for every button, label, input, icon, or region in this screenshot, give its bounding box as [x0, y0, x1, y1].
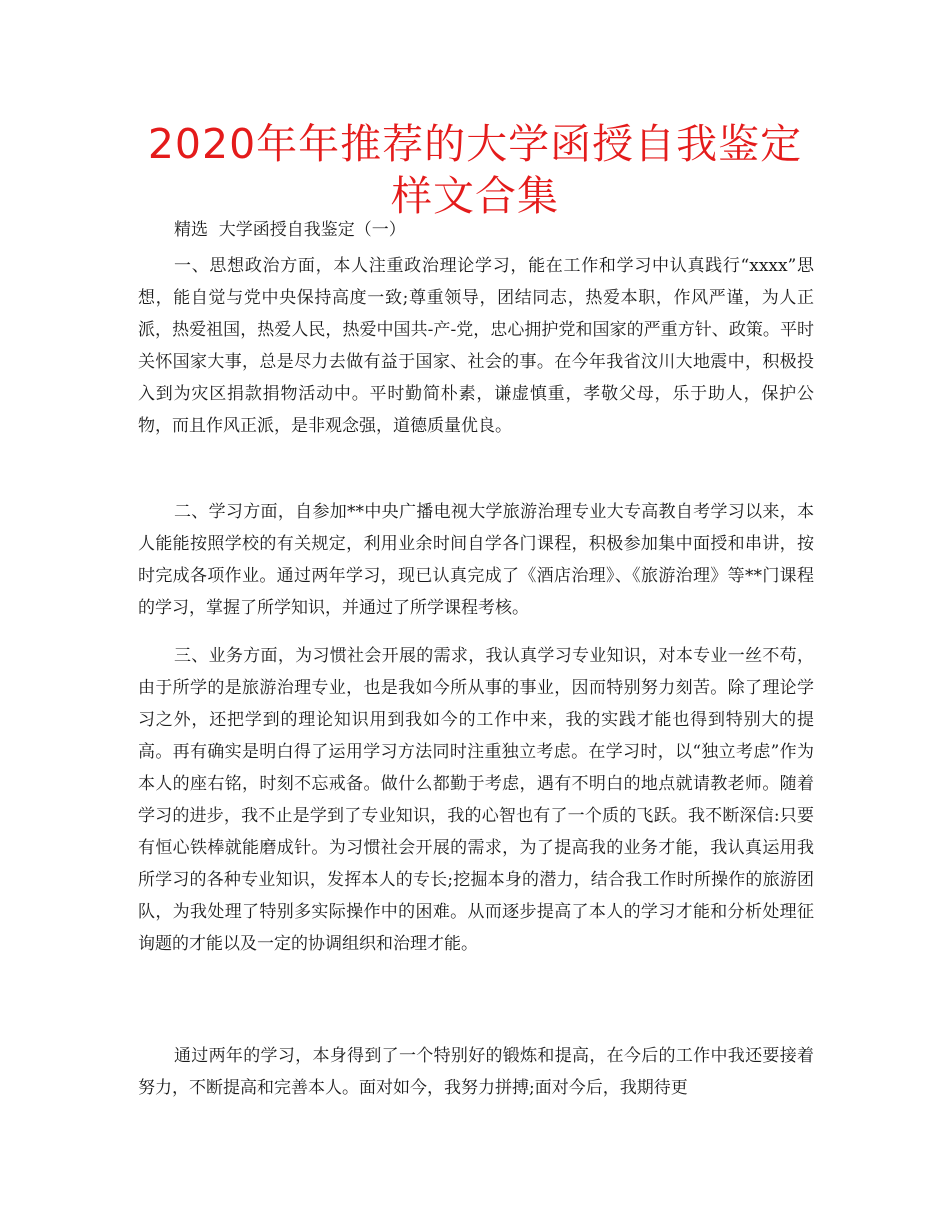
section-subtitle: 精选 大学函授自我鉴定（一）: [174, 220, 406, 240]
paragraph-business: 三、业务方面，为习惯社会开展的需求，我认真学习专业知识，对本专业一丝不苟，由于所学的是旅游治理专业，也是我如今所从事的事业，因而特别努力刻苦。除了理论学习之外，还把学到的理论知识用到我如今的工作中来，我的实践才能也得到特别大的提高。再有确实是明白得了运用学习方法同时注重独立考虑。在学习时，以“独立考虑”作为本人的座右铭，时刻不忘戒备。做什么都勤于考虑，遇有不明白的地点就请教老师。随着学习的进步，我不止是学到了专业知识，我的心智也有了一个质的飞跃。我不断深信:只要有恒心铁棒就能磨成针。为习惯社会开展的需求，为了提高我的业务才能，我认真运用我所学习的各种专业知识，发挥本人的专长;挖掘本身的潜力，结合我工作时所操作的旅游团队，为我处理了特别多实际操作中的困难。从而逐步提高了本人的学习才能和分析处理征询题的才能以及一定的协调组织和治理才能。: [138, 646, 814, 954]
document-title: 2020年年推荐的大学函授自我鉴定样文合集: [147, 120, 803, 220]
paragraph-study: 二、学习方面，自参加**中央广播电视大学旅游治理专业大专高教自考学习以来，本人能能按照学校的有关规定，利用业余时间自学各门课程，积极参加集中面授和串讲，按时完成各项作业。通过两年学习，现已认真完成了《酒店治理》、《旅游治理》等**门课程的学习，掌握了所学知识，并通过了所学课程考核。: [138, 502, 814, 618]
paragraph-conclusion: 通过两年的学习，本身得到了一个特别好的锻炼和提高，在今后的工作中我还要接着努力，不断提高和完善本人。面对如今，我努力拼搏;面对今后，我期待更: [138, 1046, 814, 1098]
paragraph-political: 一、思想政治方面，本人注重政治理论学习，能在工作和学习中认真践行“xxxx”思想，能自觉与党中央保持高度一致;尊重领导，团结同志，热爱本职，作风严谨，为人正派，热爱祖国，热爱人民，热爱中国共-产-党，忠心拥护党和国家的严重方针、政策。平时关怀国家大事，总是尽力去做有益于国家、社会的事。在今年我省汶川大地震中，积极投入到为灾区捐款捐物活动中。平时勤简朴素，谦虚慎重，孝敬父母，乐于助人，保护公物，而且作风正派，是非观念强，道德质量优良。: [138, 256, 814, 436]
